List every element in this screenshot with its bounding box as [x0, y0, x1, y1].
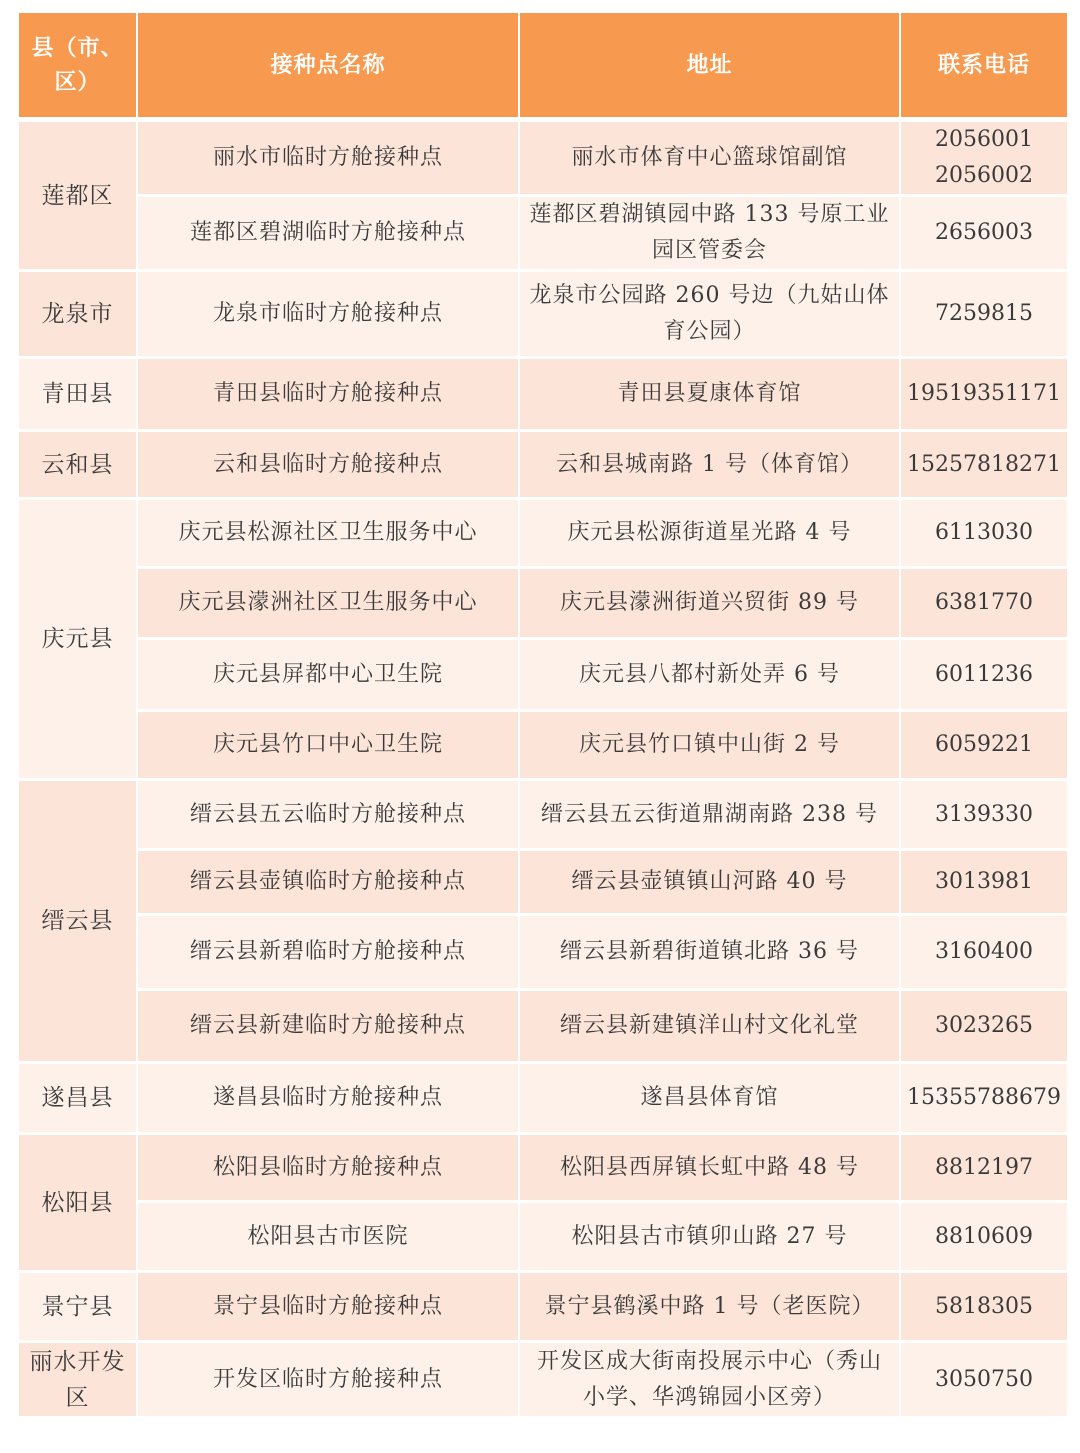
county-cell: 缙云县: [19, 781, 138, 1064]
phone-number: 3050750: [935, 1366, 1033, 1392]
address-cell: 缙云县壶镇镇山河路 40 号: [520, 851, 901, 916]
table-row: [19, 712, 1067, 781]
address-cell: 松阳县古市镇卯山路 27 号: [520, 1203, 901, 1273]
phone-number: 3139330: [935, 801, 1033, 827]
header-county: 县（市、区）: [19, 13, 138, 122]
phone-cell: [901, 851, 1067, 916]
table-row: [19, 1273, 1067, 1343]
site-name-cell: 青田县临时方舱接种点: [138, 359, 520, 432]
table-row: [19, 272, 1067, 359]
phone-cell: [901, 1343, 1067, 1419]
table-header: [19, 13, 1067, 122]
site-name-cell: 景宁县临时方舱接种点: [138, 1273, 520, 1343]
site-name-cell: 缙云县新建临时方舱接种点: [138, 991, 520, 1064]
phone-cell: [901, 500, 1067, 569]
site-name-cell: 缙云县壶镇临时方舱接种点: [138, 851, 520, 916]
table-body: [19, 122, 1067, 1419]
phone-cell: [901, 197, 1067, 272]
table-row: [19, 1343, 1067, 1419]
phone-cell: [901, 1203, 1067, 1273]
county-cell: 遂昌县: [19, 1064, 138, 1135]
address-cell: 青田县夏康体育馆: [520, 359, 901, 432]
address-cell: 龙泉市公园路 260 号边（九姑山体育公园）: [520, 272, 901, 359]
header-row: [19, 13, 1067, 122]
phone-number: 3023265: [935, 1013, 1033, 1038]
address-cell: 松阳县西屏镇长虹中路 48 号: [520, 1135, 901, 1203]
table-row: [19, 1064, 1067, 1135]
phone-number: 19519351171: [907, 381, 1061, 406]
site-name-cell: 庆元县屏都中心卫生院: [138, 640, 520, 712]
site-name-cell: 遂昌县临时方舱接种点: [138, 1064, 520, 1135]
phone-number: 6381770: [935, 590, 1033, 615]
phone-cell: [901, 1135, 1067, 1203]
phone-cell: [901, 359, 1067, 432]
phone-cell: [901, 640, 1067, 712]
table-row: [19, 500, 1067, 569]
site-name-cell: 龙泉市临时方舱接种点: [138, 272, 520, 359]
table-row: [19, 781, 1067, 851]
site-name-cell: 缙云县新碧临时方舱接种点: [138, 916, 520, 991]
table-row: [19, 569, 1067, 640]
site-name-cell: 丽水市临时方舱接种点: [138, 122, 520, 197]
phone-number: 15355788679: [907, 1085, 1061, 1110]
phone-number: 6059221: [935, 732, 1033, 757]
address-cell: 莲都区碧湖镇园中路 133 号原工业园区管委会: [520, 197, 901, 272]
phone-number: 8812197: [935, 1154, 1033, 1180]
phone-number: 2656003: [935, 220, 1033, 245]
vaccination-sites-table: [19, 13, 1067, 1419]
phone-number: 6113030: [935, 520, 1033, 545]
header-site-name: 接种点名称: [138, 13, 520, 122]
header-address: 地址: [520, 13, 901, 122]
phone-number: 6011236: [935, 661, 1033, 687]
phone-number: 3013981: [935, 869, 1033, 894]
address-cell: 庆元县濛洲街道兴贸街 89 号: [520, 569, 901, 640]
address-cell: 丽水市体育中心篮球馆副馆: [520, 122, 901, 197]
site-name-cell: 云和县临时方舱接种点: [138, 432, 520, 500]
address-cell: 缙云县五云街道鼎湖南路 238 号: [520, 781, 901, 851]
phone-cell: [901, 122, 1067, 197]
table-row: [19, 359, 1067, 432]
address-cell: 景宁县鹤溪中路 1 号（老医院）: [520, 1273, 901, 1343]
county-cell: 丽水开发区: [19, 1343, 138, 1419]
phone-number: 3160400: [935, 939, 1033, 964]
site-name-cell: 莲都区碧湖临时方舱接种点: [138, 197, 520, 272]
table-row: [19, 1203, 1067, 1273]
header-phone: 联系电话: [901, 13, 1067, 122]
phone-cell: [901, 272, 1067, 359]
site-name-cell: 庆元县竹口中心卫生院: [138, 712, 520, 781]
address-cell: 遂昌县体育馆: [520, 1064, 901, 1135]
county-cell: 青田县: [19, 359, 138, 432]
table-row: [19, 432, 1067, 500]
phone-cell: [901, 781, 1067, 851]
table-row: [19, 916, 1067, 991]
table-row: [19, 1135, 1067, 1203]
phone-cell: [901, 1273, 1067, 1343]
phone-cell: [901, 991, 1067, 1064]
address-cell: 庆元县松源街道星光路 4 号: [520, 500, 901, 569]
table-row: [19, 197, 1067, 272]
site-name-cell: 开发区临时方舱接种点: [138, 1343, 520, 1419]
county-cell: 庆元县: [19, 500, 138, 781]
table-row: [19, 991, 1067, 1064]
phone-cell: [901, 432, 1067, 500]
county-cell: 云和县: [19, 432, 138, 500]
site-name-cell: 庆元县濛洲社区卫生服务中心: [138, 569, 520, 640]
phone-cell: [901, 916, 1067, 991]
address-cell: 庆元县竹口镇中山街 2 号: [520, 712, 901, 781]
county-cell: 莲都区: [19, 122, 138, 272]
site-name-cell: 庆元县松源社区卫生服务中心: [138, 500, 520, 569]
address-cell: 缙云县新碧街道镇北路 36 号: [520, 916, 901, 991]
phone-number: 15257818271: [907, 451, 1061, 477]
address-cell: 云和县城南路 1 号（体育馆）: [520, 432, 901, 500]
phone-number: 2056002: [935, 163, 1033, 188]
phone-cell: [901, 569, 1067, 640]
address-cell: 缙云县新建镇洋山村文化礼堂: [520, 991, 901, 1064]
phone-cell: [901, 1064, 1067, 1135]
site-name-cell: 缙云县五云临时方舱接种点: [138, 781, 520, 851]
address-cell: 开发区成大街南投展示中心（秀山小学、华鸿锦园小区旁）: [520, 1343, 901, 1419]
phone-number: 8810609: [935, 1223, 1033, 1249]
table-row: [19, 640, 1067, 712]
phone-number: 5818305: [935, 1293, 1033, 1319]
county-cell: 景宁县: [19, 1273, 138, 1343]
table-row: [19, 122, 1067, 197]
table-row: [19, 851, 1067, 916]
phone-number: 2056001: [935, 127, 1033, 152]
address-cell: 庆元县八都村新处弄 6 号: [520, 640, 901, 712]
phone-number: 7259815: [935, 301, 1033, 326]
county-cell: 松阳县: [19, 1135, 138, 1273]
site-name-cell: 松阳县临时方舱接种点: [138, 1135, 520, 1203]
phone-cell: [901, 712, 1067, 781]
county-cell: 龙泉市: [19, 272, 138, 359]
site-name-cell: 松阳县古市医院: [138, 1203, 520, 1273]
